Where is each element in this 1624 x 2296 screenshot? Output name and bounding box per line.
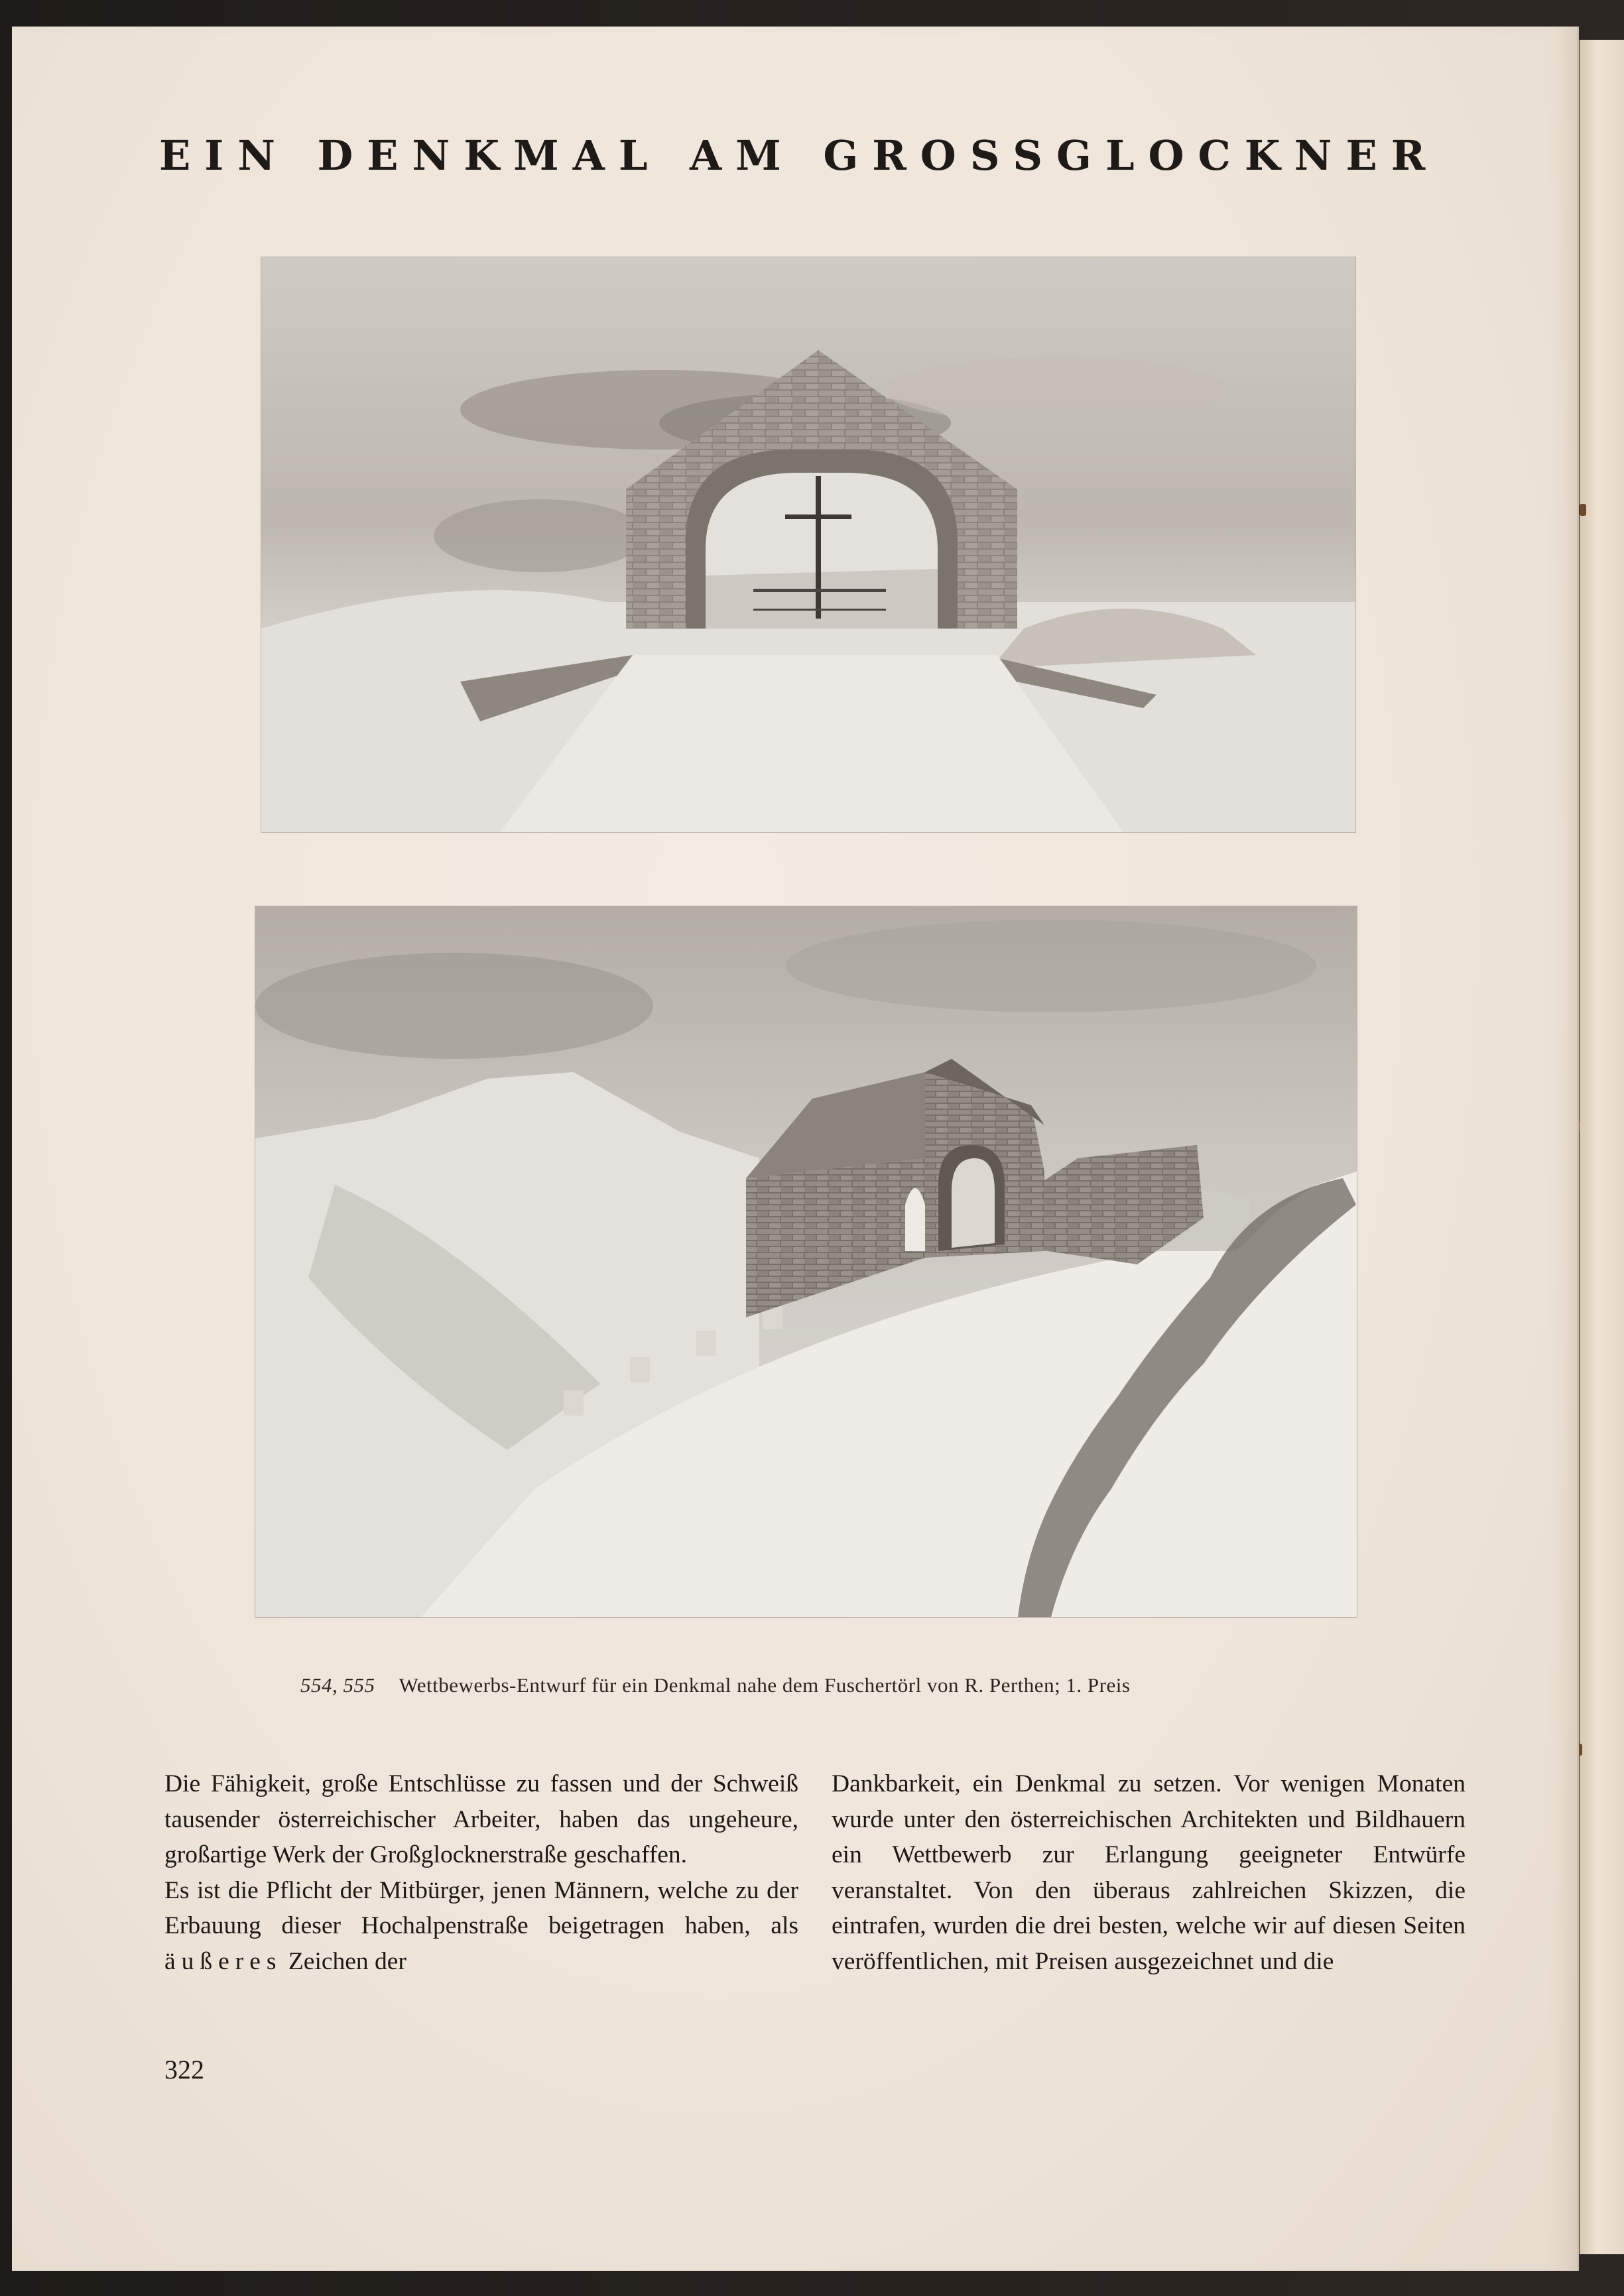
figure-numbers: 554, 555 [300,1673,375,1697]
paragraph: Die Fähigkeit, große Entschlüsse zu fassen und der Schweiß tausender österreichischer Arbeiter, haben das ungeheure, großartige Werk der Großglocknerstraße geschaffen. [164,1770,798,1868]
emphasized-word: äußeres [164,1947,282,1975]
caption-text: Wettbewerbs-Entwurf für ein Denkmal nahe dem Fuschertörl von R. Perthen; 1. Preis [399,1673,1131,1697]
binding-mark [1580,504,1586,516]
page-number: 322 [164,2055,204,2085]
text-column-right [832,1766,1466,1979]
page-title: EIN DENKMAL AM GROSSGLOCKNER [159,131,1440,180]
figure-554 [261,257,1355,832]
paragraph-text: Es ist die Pflicht der Mitbürger, jenen Männern, welche zu der Erbauung dieser Hochalpenstraße beigetragen haben, als [164,1876,798,1939]
figure-555-drawing [255,906,1357,1617]
figure-555 [255,906,1357,1617]
figure-554-drawing [261,257,1355,832]
figure-caption [300,1673,1361,1697]
paragraph [164,1873,798,1980]
facing-page-edge [1580,40,1624,2254]
text-column-left [164,1766,798,1979]
paragraph-text: Zeichen der [282,1947,406,1975]
paragraph: Dankbarkeit, ein Denkmal zu setzen. Vor wenigen Monaten wurde unter den österreichischen Architekten und Bildhauern ein Wettbewerb zur Erlangung geeigneter Entwürfe veranstaltet. Von den überaus zahlreichen Skizzen, die eintrafen, wurden die drei besten, welche wir auf diesen Seiten veröffentlichen, mit Preisen ausgezeichnet und die [832,1770,1466,1975]
